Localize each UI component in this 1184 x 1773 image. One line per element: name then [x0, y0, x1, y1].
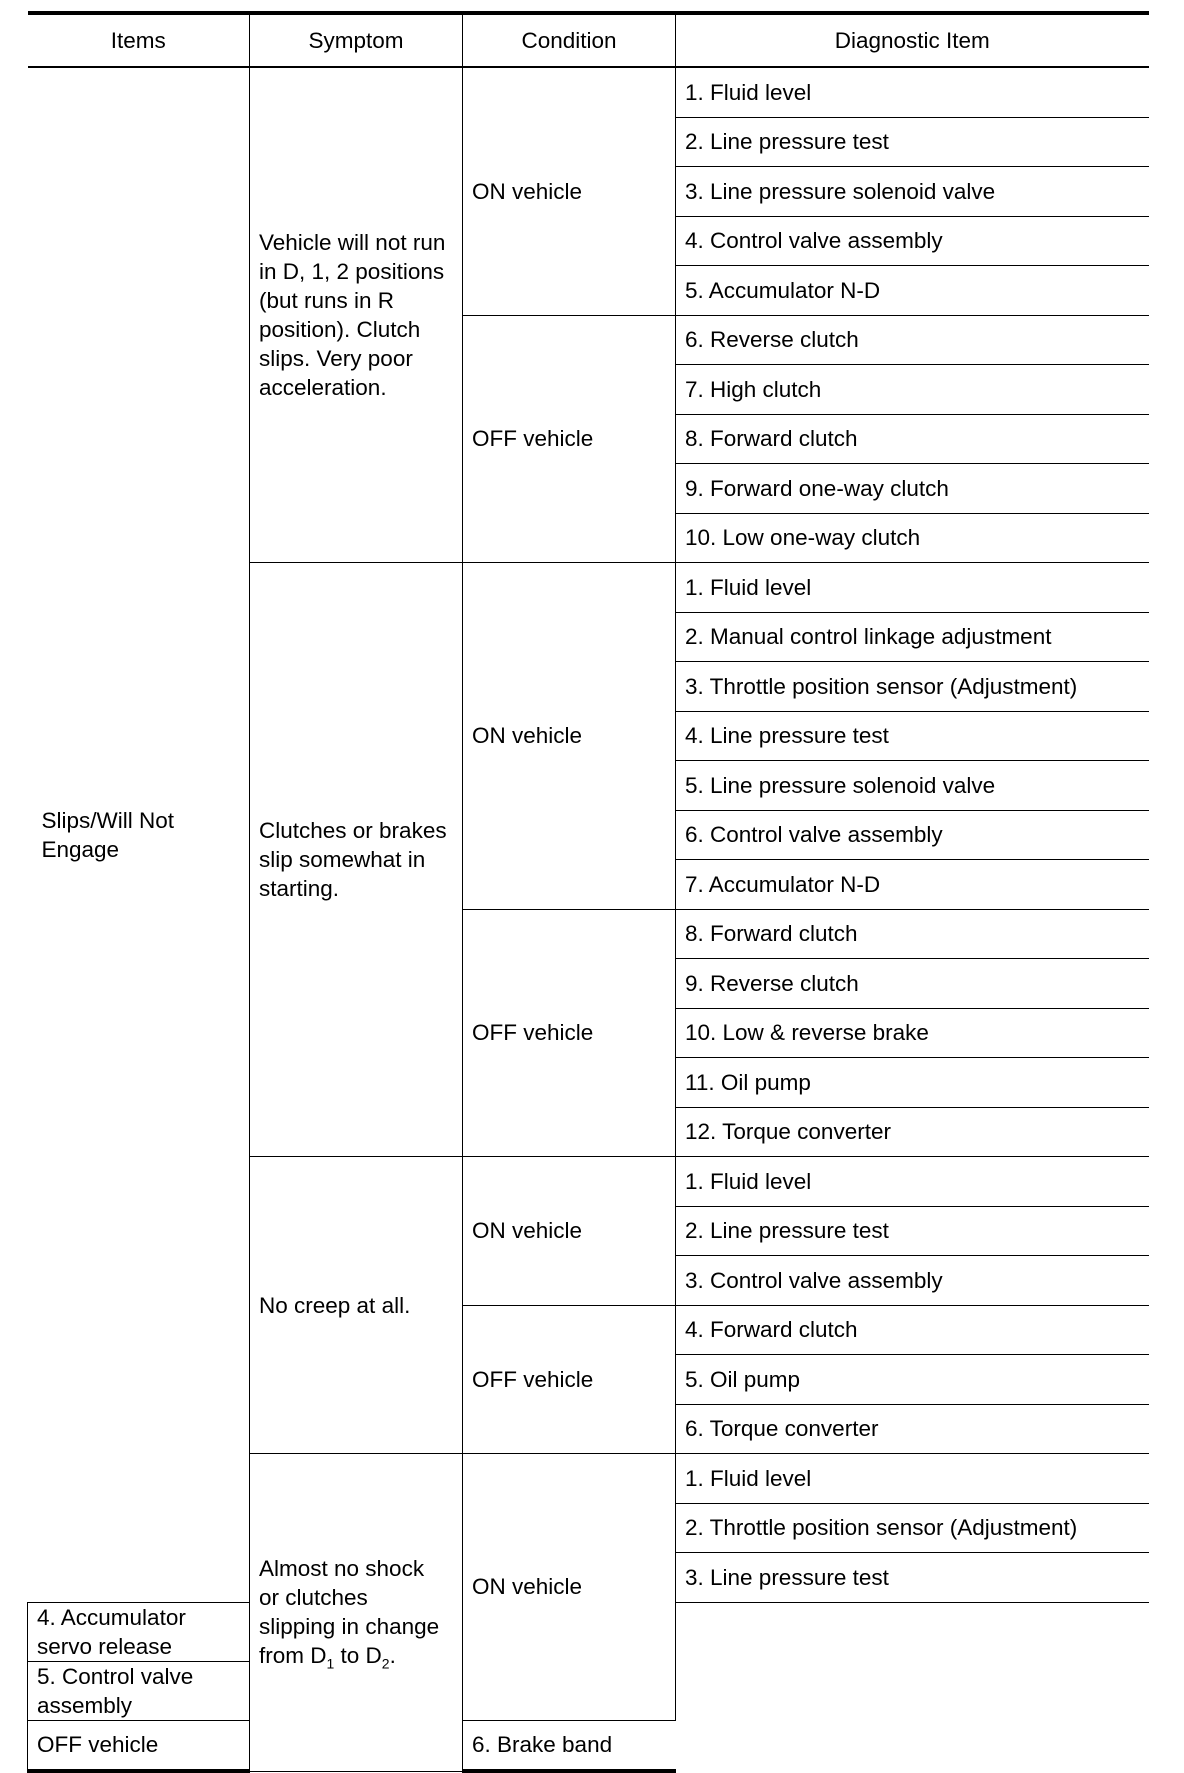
symptom-cell — [250, 1454, 463, 1772]
diagnostic-item: 9. Reverse clutch — [676, 959, 1149, 1009]
diagnostic-item: 3. Line pressure test — [676, 1553, 1149, 1603]
diagnostic-item: 8. Forward clutch — [676, 414, 1149, 464]
diagnostic-item: 3. Control valve assembly — [676, 1256, 1149, 1306]
condition-off-cell: OFF vehicle — [463, 315, 676, 563]
header-condition: Condition — [463, 13, 676, 67]
table-row — [28, 67, 1149, 117]
symptom-text: Almost no shock or clutches slipping in change from D — [259, 1556, 440, 1669]
diagnostic-item: 3. Line pressure solenoid valve — [676, 167, 1149, 217]
diagnostic-item: 3. Throttle position sensor (Adjustment) — [676, 662, 1149, 712]
diagnostic-item: 7. High clutch — [676, 365, 1149, 415]
condition-off-cell: OFF vehicle — [28, 1720, 250, 1771]
diagnostic-item: 1. Fluid level — [676, 1454, 1149, 1504]
condition-off-cell: OFF vehicle — [463, 1305, 676, 1454]
symptom-cell: Clutches or brakes slip somewhat in starting. — [250, 563, 463, 1157]
diagnostic-item: 2. Line pressure test — [676, 1206, 1149, 1256]
diagnostic-item: 5. Control valve assembly — [28, 1661, 250, 1720]
condition-on-cell: ON vehicle — [463, 1454, 676, 1721]
diagnostic-item: 6. Brake band — [463, 1720, 676, 1771]
table-row — [28, 1720, 1149, 1771]
diagnostic-item: 1. Fluid level — [676, 1157, 1149, 1207]
diagnostic-item: 7. Accumulator N-D — [676, 860, 1149, 910]
diagnostic-item: 12. Torque converter — [676, 1107, 1149, 1157]
condition-on-cell: ON vehicle — [463, 1157, 676, 1306]
diagnostic-item: 8. Forward clutch — [676, 909, 1149, 959]
header-diagnostic-item: Diagnostic Item — [676, 13, 1149, 67]
header-items: Items — [28, 13, 250, 67]
diagnostic-item: 6. Reverse clutch — [676, 315, 1149, 365]
diagnostic-item: 6. Control valve assembly — [676, 810, 1149, 860]
condition-off-cell: OFF vehicle — [463, 909, 676, 1157]
diagnostic-item: 11. Oil pump — [676, 1058, 1149, 1108]
diagnostic-item: 5. Accumulator N-D — [676, 266, 1149, 316]
diagnostic-item: 1. Fluid level — [676, 563, 1149, 613]
diagnostic-item: 1. Fluid level — [676, 67, 1149, 117]
subscript: 2 — [381, 1655, 390, 1672]
diagnostic-item: 2. Line pressure test — [676, 117, 1149, 167]
symptom-text: to D — [334, 1643, 382, 1669]
subscript: 1 — [326, 1655, 335, 1672]
header-row — [28, 13, 1149, 67]
diagnostic-item: 4. Line pressure test — [676, 711, 1149, 761]
diagnostic-table — [27, 11, 1149, 1773]
diagnostic-item: 4. Forward clutch — [676, 1305, 1149, 1355]
diagnostic-item: 6. Torque converter — [676, 1404, 1149, 1454]
symptom-text: . — [389, 1643, 396, 1669]
header-symptom: Symptom — [250, 13, 463, 67]
symptom-cell: Vehicle will not run in D, 1, 2 positions (but runs in R position). Clutch slips. Very poor acceleration. — [250, 67, 463, 563]
diagnostic-item: 5. Line pressure solenoid valve — [676, 761, 1149, 811]
diagnostic-item: 2. Throttle position sensor (Adjustment) — [676, 1503, 1149, 1553]
diagnostic-item: 5. Oil pump — [676, 1355, 1149, 1405]
condition-on-cell: ON vehicle — [463, 67, 676, 315]
diagnostic-item: 4. Accumulator servo release — [28, 1602, 250, 1661]
diagnostic-item: 4. Control valve assembly — [676, 216, 1149, 266]
diagnostic-item: 10. Low & reverse brake — [676, 1008, 1149, 1058]
symptom-cell: No creep at all. — [250, 1157, 463, 1454]
diagnostic-item: 10. Low one-way clutch — [676, 513, 1149, 563]
diagnostic-item: 2. Manual control linkage adjustment — [676, 612, 1149, 662]
item-cell: Slips/Will Not Engage — [28, 67, 250, 1602]
diagnostic-item: 9. Forward one-way clutch — [676, 464, 1149, 514]
condition-on-cell: ON vehicle — [463, 563, 676, 910]
